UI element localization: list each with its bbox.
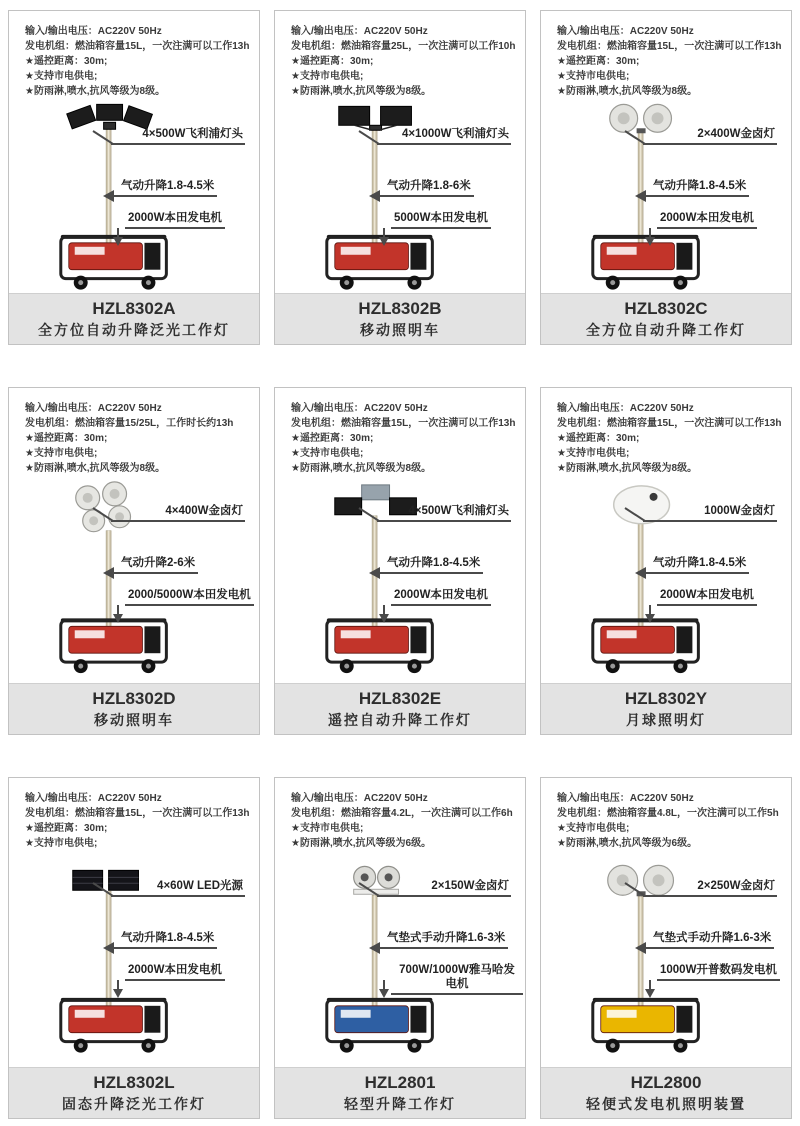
arrow-down-icon <box>379 614 389 623</box>
spec-line: ★防雨淋,喷水,抗风等级为6级。 <box>291 838 432 849</box>
spec-line: 输入/输出电压：AC220V 50Hz <box>291 793 428 804</box>
model-number: HZL8302C <box>624 299 708 318</box>
callout-lamp-label: 4×500W飞利浦灯头 <box>142 128 243 140</box>
spec-line: 输入/输出电压：AC220V 50Hz <box>291 26 428 37</box>
spec-line: ★支持市电供电; <box>291 823 364 834</box>
spec-line: ★遥控距离：30m; <box>557 433 640 444</box>
arrow-down-icon <box>113 989 123 998</box>
figure <box>9 478 259 683</box>
callout-lamp <box>111 127 245 145</box>
spec-line: ★支持市电供电; <box>557 71 630 82</box>
callout-mast-label: 气垫式手动升降1.6-3米 <box>653 932 772 944</box>
callout-mast-label: 气动升降1.8-4.5米 <box>653 180 747 192</box>
title-bar <box>541 293 791 344</box>
product-name: 遥控自动升降工作灯 <box>328 712 472 728</box>
callout-generator <box>391 211 491 229</box>
spec-line: ★防雨淋,喷水,抗风等级为8级。 <box>291 86 432 97</box>
callout-mast <box>379 931 508 949</box>
callout-generator-label: 2000/5000W本田发电机 <box>128 589 251 601</box>
product-card <box>540 10 792 345</box>
callout-mast <box>379 556 483 574</box>
spec-list <box>275 778 525 853</box>
spec-line: ★遥控距离：30m; <box>25 823 108 834</box>
product-card <box>540 387 792 735</box>
figure <box>541 478 791 683</box>
product-name: 轻便式发电机照明装置 <box>586 1096 746 1112</box>
title-bar <box>9 293 259 344</box>
callout-mast-label: 气动升降2-6米 <box>121 557 196 569</box>
spec-line: ★遥控距离：30m; <box>291 56 374 67</box>
callout-mast-label: 气动升降1.8-4.5米 <box>121 932 215 944</box>
spec-line: 发电机组：燃油箱容量15L，一次注满可以工作13h <box>291 418 516 429</box>
product-name: 月球照明灯 <box>626 712 706 728</box>
callout-lamp <box>377 504 511 522</box>
product-card <box>540 777 792 1119</box>
callout-lamp-label: 2×400W金卤灯 <box>697 128 775 140</box>
callout-mast <box>379 179 474 197</box>
spec-line: 输入/输出电压：AC220V 50Hz <box>557 403 694 414</box>
arrow-down-icon <box>379 237 389 246</box>
product-name: 移动照明车 <box>94 712 174 728</box>
product-card <box>8 10 260 345</box>
callout-generator-label: 2000W本田发电机 <box>660 212 754 224</box>
arrow-down-icon <box>645 614 655 623</box>
product-card <box>8 387 260 735</box>
arrow-down-icon <box>645 237 655 246</box>
figure <box>541 853 791 1067</box>
spec-line: 输入/输出电压：AC220V 50Hz <box>291 403 428 414</box>
figure <box>275 478 525 683</box>
spec-list <box>541 11 791 101</box>
callout-generator-label: 1000W开普数码发电机 <box>660 964 777 976</box>
spec-line: ★支持市电供电; <box>25 838 98 849</box>
callout-generator <box>391 963 523 995</box>
spec-line: ★遥控距离：30m; <box>291 433 374 444</box>
spec-line: 发电机组：燃油箱容量15/25L，工作时长约13h <box>25 418 234 429</box>
spec-list <box>9 778 259 853</box>
title-bar <box>541 1067 791 1118</box>
callout-lamp-label: 1000W金卤灯 <box>704 505 775 517</box>
callout-mast-label: 气动升降1.8-4.5米 <box>121 180 215 192</box>
callout-lamp <box>643 504 777 522</box>
spec-list <box>541 778 791 853</box>
callout-mast <box>113 556 198 574</box>
callout-lamp <box>643 879 777 897</box>
product-card <box>8 777 260 1119</box>
figure <box>9 853 259 1067</box>
callout-generator-label: 5000W本田发电机 <box>394 212 488 224</box>
callout-mast <box>645 556 749 574</box>
callout-lamp <box>111 879 245 897</box>
spec-line: ★防雨淋,喷水,抗风等级为8级。 <box>291 463 432 474</box>
product-card <box>274 10 526 345</box>
spec-line: ★遥控距离：30m; <box>25 433 108 444</box>
arrow-down-icon <box>113 614 123 623</box>
product-name: 移动照明车 <box>360 322 440 338</box>
product-card <box>274 777 526 1119</box>
callout-generator-label: 700W/1000W雅马哈发电机 <box>399 964 515 990</box>
spec-line: 输入/输出电压：AC220V 50Hz <box>25 26 162 37</box>
figure <box>541 101 791 293</box>
spec-list <box>9 388 259 478</box>
callout-generator-label: 2000W本田发电机 <box>660 589 754 601</box>
spec-line: ★防雨淋,喷水,抗风等级为8级。 <box>557 463 698 474</box>
figure <box>9 101 259 293</box>
callout-mast-label: 气动升降1.8-4.5米 <box>653 557 747 569</box>
callout-generator <box>657 588 757 606</box>
spec-line: ★遥控距离：30m; <box>557 56 640 67</box>
spec-line: ★支持市电供电; <box>557 448 630 459</box>
callout-lamp-label: 4×500W飞利浦灯头 <box>408 505 509 517</box>
callout-lamp <box>643 127 777 145</box>
spec-line: 输入/输出电压：AC220V 50Hz <box>557 793 694 804</box>
callout-lamp <box>377 127 511 145</box>
spec-line: 发电机组：燃油箱容量4.8L，一次注满可以工作5h <box>557 808 779 819</box>
spec-line: ★防雨淋,喷水,抗风等级为8级。 <box>557 86 698 97</box>
spec-line: 发电机组：燃油箱容量4.2L，一次注满可以工作6h <box>291 808 513 819</box>
callout-generator-label: 2000W本田发电机 <box>128 212 222 224</box>
model-number: HZL8302L <box>93 1073 175 1092</box>
spec-list <box>275 11 525 101</box>
arrow-down-icon <box>379 989 389 998</box>
model-number: HZL8302B <box>358 299 442 318</box>
title-bar <box>275 293 525 344</box>
callout-lamp-label: 4×60W LED光源 <box>157 880 243 892</box>
spec-line: ★支持市电供电; <box>25 71 98 82</box>
spec-line: ★防雨淋,喷水,抗风等级为8级。 <box>25 86 166 97</box>
spec-list <box>275 388 525 478</box>
model-number: HZL8302E <box>358 689 442 708</box>
callout-mast <box>645 179 749 197</box>
product-name: 轻型升降工作灯 <box>344 1096 456 1112</box>
model-number: HZL2800 <box>630 1073 702 1092</box>
spec-line: ★遥控距离：30m; <box>25 56 108 67</box>
callout-generator-label: 2000W本田发电机 <box>128 964 222 976</box>
spec-line: 发电机组：燃油箱容量15L，一次注满可以工作13h <box>557 41 782 52</box>
product-name: 全方位自动升降泛光工作灯 <box>38 322 230 338</box>
title-bar <box>9 1067 259 1118</box>
arrow-down-icon <box>645 989 655 998</box>
spec-list <box>541 388 791 478</box>
callout-generator <box>125 588 254 606</box>
spec-line: 发电机组：燃油箱容量25L，一次注满可以工作10h <box>291 41 516 52</box>
spec-line: 发电机组：燃油箱容量15L，一次注满可以工作13h <box>557 418 782 429</box>
title-bar <box>9 683 259 734</box>
spec-line: ★防雨淋,喷水,抗风等级为6级。 <box>557 838 698 849</box>
callout-generator <box>125 963 225 981</box>
spec-line: 输入/输出电压：AC220V 50Hz <box>25 403 162 414</box>
figure <box>275 101 525 293</box>
spec-line: ★支持市电供电; <box>291 448 364 459</box>
callout-mast <box>113 179 217 197</box>
callout-lamp <box>377 879 511 897</box>
callout-lamp <box>111 504 245 522</box>
product-card <box>274 387 526 735</box>
spec-line: 发电机组：燃油箱容量15L，一次注满可以工作13h <box>25 808 250 819</box>
product-name: 全方位自动升降工作灯 <box>586 322 746 338</box>
arrow-down-icon <box>113 237 123 246</box>
model-number: HZL2801 <box>364 1073 436 1092</box>
title-bar <box>275 683 525 734</box>
spec-line: 输入/输出电压：AC220V 50Hz <box>557 26 694 37</box>
model-number: HZL8302A <box>92 299 176 318</box>
callout-mast-label: 气动升降1.8-4.5米 <box>387 557 481 569</box>
model-number: HZL8302Y <box>624 689 708 708</box>
title-bar <box>541 683 791 734</box>
spec-line: ★支持市电供电; <box>557 823 630 834</box>
callout-generator <box>391 588 491 606</box>
spec-line: ★支持市电供电; <box>25 448 98 459</box>
callout-generator <box>657 963 780 981</box>
callout-mast-label: 气动升降1.8-6米 <box>387 180 471 192</box>
callout-mast <box>645 931 774 949</box>
spec-line: ★支持市电供电; <box>291 71 364 82</box>
spec-line: ★防雨淋,喷水,抗风等级为8级。 <box>25 463 166 474</box>
callout-generator-label: 2000W本田发电机 <box>394 589 488 601</box>
callout-lamp-label: 2×250W金卤灯 <box>697 880 775 892</box>
model-number: HZL8302D <box>92 689 176 708</box>
product-name: 固态升降泛光工作灯 <box>62 1096 206 1112</box>
callout-lamp-label: 2×150W金卤灯 <box>431 880 509 892</box>
callout-lamp-label: 4×1000W飞利浦灯头 <box>401 128 509 140</box>
spec-line: 输入/输出电压：AC220V 50Hz <box>25 793 162 804</box>
callout-generator <box>657 211 757 229</box>
callout-generator <box>125 211 225 229</box>
callout-mast <box>113 931 217 949</box>
callout-mast-label: 气垫式手动升降1.6-3米 <box>387 932 506 944</box>
spec-line: 发电机组：燃油箱容量15L，一次注满可以工作13h <box>25 41 250 52</box>
title-bar <box>275 1067 525 1118</box>
figure <box>275 853 525 1067</box>
spec-list <box>9 11 259 101</box>
callout-lamp-label: 4×400W金卤灯 <box>165 505 243 517</box>
